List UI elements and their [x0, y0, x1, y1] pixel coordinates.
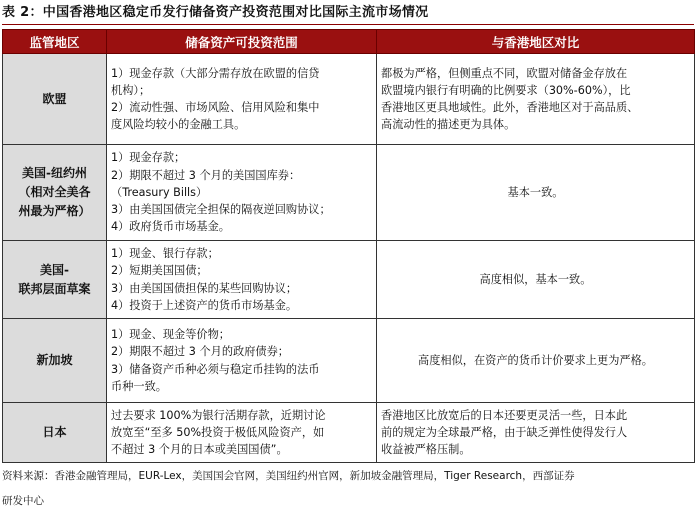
table-row: [3, 403, 695, 463]
cell-text-line: 币种一致。: [111, 379, 167, 393]
cell-text-line: 机构）；: [111, 83, 151, 97]
cell-text-line: 放宽至“至多 50%投资于极低风险资产，如: [111, 425, 325, 439]
cell-text-line: （相对全美各: [18, 185, 91, 199]
table-row: [3, 54, 695, 145]
cell-text-line: 1）现金、银行存款；: [111, 247, 219, 261]
cell-text-line: 联邦层面草案: [18, 281, 91, 296]
cell-text-line: 2）期限不超过 3 个月的美国国库券：: [111, 168, 301, 182]
comparison-cell: [377, 54, 695, 145]
cell-text-line: 基本一致。: [507, 185, 564, 199]
cell-text-line: 2）期限不超过 3 个月的政府债券；: [111, 345, 289, 359]
cell-text-line: 欧盟境内银行有明确的比例要求（30%-60%），比: [381, 83, 631, 97]
cell-text-line: 都极为严格，但侧重点不同，欧盟对储备金存放在: [381, 66, 628, 80]
cell-text-line: 2）短期美国国债；: [111, 264, 208, 278]
cell-text-line: 日本: [42, 425, 67, 439]
cell-text-line: （Treasury Bills）: [111, 185, 208, 199]
cell-text-line: 高流动性的描述更为具体。: [381, 118, 516, 132]
table-header-row: [3, 30, 695, 54]
cell-text-line: 度风险均较小的金融工具。: [111, 118, 246, 132]
table-row: [3, 145, 695, 241]
cell-text-line: 美国-纽约州: [22, 166, 87, 180]
region-cell: [3, 145, 107, 241]
scope-cell: [107, 145, 377, 241]
table-body: [3, 54, 695, 463]
cell-text-line: 3）储备资产币种必须与稳定币挂钩的法币: [111, 362, 320, 376]
comparison-cell: [377, 319, 695, 403]
header-scope: 储备资产可投资范围: [107, 30, 377, 54]
scope-cell: [107, 403, 377, 463]
cell-text-line: 3）由美国国债完全担保的隔夜逆回购协议；: [111, 203, 331, 217]
cell-text-line: 过去要求 100%为银行活期存款，近期讨论: [111, 408, 326, 422]
source-line: 资料来源：香港金融管理局，EUR-Lex，美国国会官网，美国纽约州官网，新加坡金融管理局，Tiger Research，西部证券: [2, 470, 575, 482]
region-cell: [3, 54, 107, 145]
cell-text-line: 高度相似，基本一致。: [479, 272, 592, 286]
source-note: [2, 464, 694, 514]
table-row: [3, 241, 695, 319]
comparison-table: [2, 29, 695, 463]
scope-cell: [107, 319, 377, 403]
cell-text-line: 4）投资于上述资产的货币市场基金。: [111, 298, 298, 312]
cell-text-line: 4）政府货币市场基金。: [111, 220, 230, 234]
cell-text-line: 3）由美国国债担保的某些回购协议；: [111, 281, 298, 295]
comparison-cell: [377, 403, 695, 463]
header-region: 监管地区: [3, 30, 107, 54]
cell-text-line: 美国-: [40, 262, 69, 277]
cell-text-line: 不超过 3 个月的日本或美国国债”。: [111, 443, 288, 457]
cell-text-line: 香港地区比放宽后的日本还要更灵活一些，日本此: [381, 408, 628, 422]
cell-text-line: 收益被严格压制。: [381, 443, 471, 457]
cell-text-line: 欧盟: [42, 91, 67, 106]
cell-text-line: 高度相似，在资产的货币计价要求上更为严格。: [418, 353, 653, 367]
cell-text-line: 1）现金、现金等价物；: [111, 328, 230, 342]
cell-text-line: 州最为严格）: [18, 204, 91, 218]
cell-text-line: 新加坡: [36, 353, 73, 367]
source-line: 研发中心: [2, 495, 44, 507]
cell-text-line: 1）现金存款（大部分需存放在欧盟的信贷: [111, 66, 320, 80]
comparison-cell: [377, 241, 695, 319]
cell-text-line: 前的规定为全球最严格，由于缺乏弹性使得发行人: [381, 425, 628, 439]
title-divider: [2, 24, 694, 25]
header-comparison: 与香港地区对比: [377, 30, 695, 54]
scope-cell: [107, 54, 377, 145]
region-cell: [3, 403, 107, 463]
scope-cell: [107, 241, 377, 319]
region-cell: [3, 241, 107, 319]
cell-text-line: 1）现金存款；: [111, 151, 186, 165]
cell-text-line: 香港地区更具地域性。此外，香港地区对于高品质、: [381, 101, 639, 114]
comparison-cell: [377, 145, 695, 241]
table-title: 表 2：中国香港地区稳定币发行储备资产投资范围对比国际主流市场情况: [2, 5, 429, 20]
cell-text-line: 2）流动性强、市场风险、信用风险和集中: [111, 101, 320, 114]
region-cell: [3, 319, 107, 403]
table-row: [3, 319, 695, 403]
